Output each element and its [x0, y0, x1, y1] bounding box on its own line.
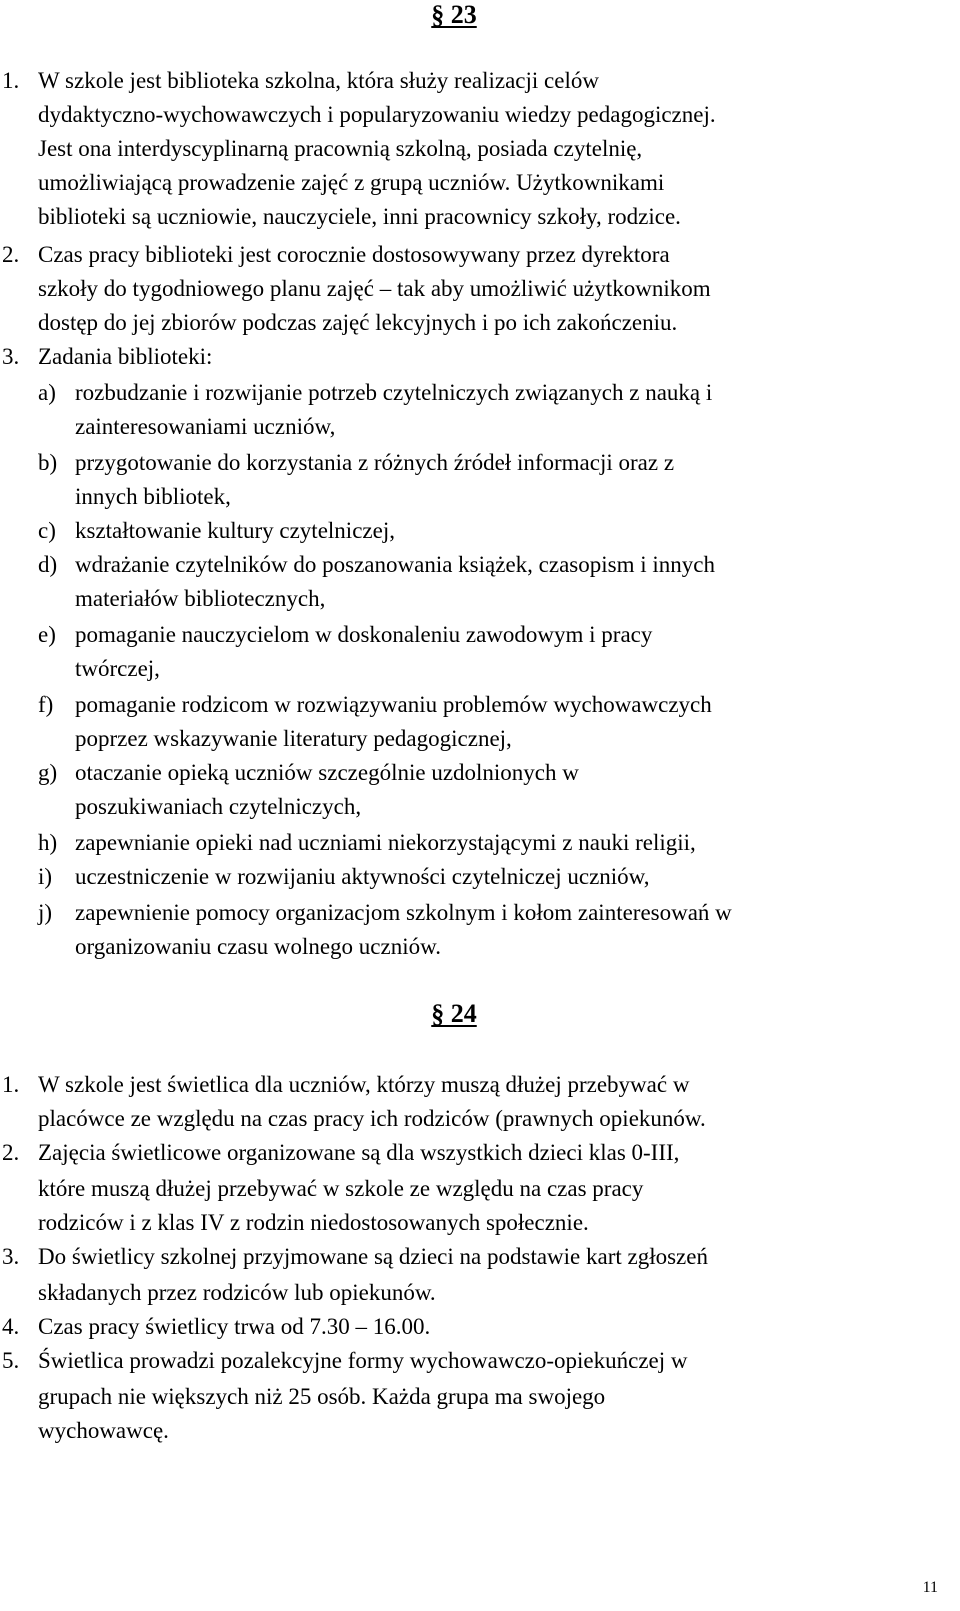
list-item-line: poprzez wskazywanie literatury pedagogicznej, [75, 726, 512, 751]
list-item-line: innych bibliotek, [75, 484, 231, 509]
list-item-line: otaczanie opieką uczniów szczególnie uzdolnionych w [75, 760, 579, 785]
paragraph-line: Czas pracy biblioteki jest corocznie dostosowywany przez dyrektora [38, 242, 670, 267]
list-item-letter: g) [38, 760, 58, 785]
list-item-letter: e) [38, 622, 56, 647]
list-item-line: wdrażanie czytelników do poszanowania książek, czasopism i innych [75, 552, 715, 577]
paragraph-line: Świetlica prowadzi pozalekcyjne formy wychowawczo-opiekuńczej w [38, 1348, 688, 1373]
list-item-line: rozbudzanie i rozwijanie potrzeb czytelniczych związanych z nauką i [75, 380, 713, 405]
list-item-line: kształtowanie kultury czytelniczej, [75, 518, 395, 543]
paragraph-line: W szkole jest biblioteka szkolna, która służy realizacji celów [38, 68, 599, 93]
paragraph-number: 3. [2, 344, 20, 369]
paragraph-line: które muszą dłużej przebywać w szkole ze względu na czas pracy [38, 1176, 644, 1201]
paragraph-line: wychowawcę. [38, 1418, 169, 1443]
paragraph-line: dydaktyczno-wychowawczych i popularyzowaniu wiedzy pedagogicznej. [38, 102, 716, 127]
paragraph-line: W szkole jest świetlica dla uczniów, którzy muszą dłużej przebywać w [38, 1072, 690, 1097]
list-item-letter: c) [38, 518, 56, 543]
paragraph-line: Zadania biblioteki: [38, 344, 213, 369]
list-item-line: pomaganie nauczycielom w doskonaleniu zawodowym i pracy [75, 622, 653, 647]
list-item-letter: h) [38, 830, 58, 855]
paragraph-line: szkoły do tygodniowego planu zajęć – tak aby umożliwić użytkownikom [38, 276, 711, 301]
list-item-letter: d) [38, 552, 58, 577]
list-item-line: zainteresowaniami uczniów, [75, 414, 336, 439]
paragraph-line: składanych przez rodziców lub opiekunów. [38, 1280, 436, 1305]
list-item-line: zapewnienie pomocy organizacjom szkolnym i kołom zainteresowań w [75, 900, 732, 925]
paragraph-line: umożliwiającą prowadzenie zajęć z grupą uczniów. Użytkownikami [38, 170, 665, 195]
list-item-line: uczestniczenie w rozwijaniu aktywności czytelniczej uczniów, [75, 864, 650, 889]
paragraph-line: Czas pracy świetlicy trwa od 7.30 – 16.00. [38, 1314, 431, 1339]
list-item-line: pomaganie rodzicom w rozwiązywaniu problemów wychowawczych [75, 692, 712, 717]
paragraph-number: 1. [2, 1072, 20, 1097]
paragraph-number: 2. [2, 242, 20, 267]
list-item-line: przygotowanie do korzystania z różnych źródeł informacji oraz z [75, 450, 675, 475]
paragraph-line: placówce ze względu na czas pracy ich rodziców (prawnych opiekunów. [38, 1106, 706, 1131]
list-item-line: organizowaniu czasu wolnego uczniów. [75, 934, 441, 959]
section-heading: § 23 [431, 0, 477, 29]
list-item-line: poszukiwaniach czytelniczych, [75, 794, 362, 819]
list-item-letter: j) [38, 900, 53, 925]
paragraph-number: 4. [2, 1314, 20, 1339]
list-item-letter: i) [38, 864, 53, 889]
paragraph-line: dostęp do jej zbiorów podczas zajęć lekcyjnych i po ich zakończeniu. [38, 310, 678, 335]
list-item-line: zapewnianie opieki nad uczniami niekorzystającymi z nauki religii, [75, 830, 696, 855]
paragraph-line: Do świetlicy szkolnej przyjmowane są dzieci na podstawie kart zgłoszeń [38, 1244, 708, 1269]
paragraph-line: Jest ona interdyscyplinarną pracownią szkolną, posiada czytelnię, [38, 136, 643, 161]
paragraph-line: rodziców i z klas IV z rodzin niedostosowanych społecznie. [38, 1210, 589, 1235]
list-item-line: materiałów bibliotecznych, [75, 586, 326, 611]
list-item-letter: f) [38, 692, 54, 717]
paragraph-number: 1. [2, 68, 20, 93]
list-item-letter: a) [38, 380, 56, 405]
list-item-letter: b) [38, 450, 58, 475]
paragraph-number: 5. [2, 1348, 20, 1373]
paragraph-number: 2. [2, 1140, 20, 1165]
paragraph-number: 3. [2, 1244, 20, 1269]
paragraph-line: grupach nie większych niż 25 osób. Każda grupa ma swojego [38, 1384, 606, 1409]
paragraph-line: Zajęcia świetlicowe organizowane są dla wszystkich dzieci klas 0-III, [38, 1140, 680, 1165]
paragraph-line: biblioteki są uczniowie, nauczyciele, inni pracownicy szkoły, rodzice. [38, 204, 681, 229]
page-number: 11 [922, 1579, 938, 1596]
list-item-line: twórczej, [75, 656, 160, 681]
section-heading: § 24 [431, 999, 477, 1028]
